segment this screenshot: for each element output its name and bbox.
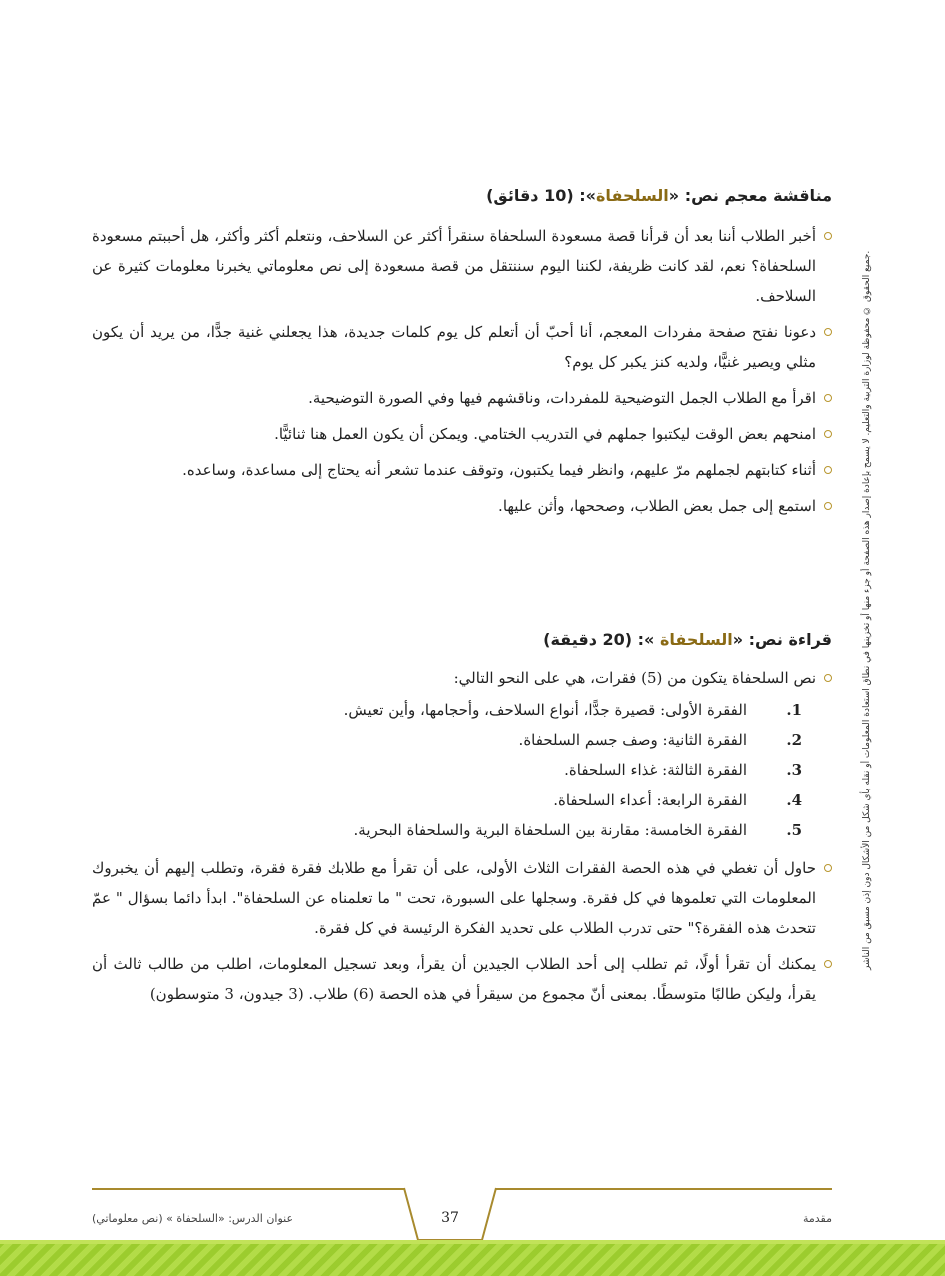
title-keyword: السلحفاة bbox=[659, 630, 733, 649]
decorative-band bbox=[0, 1240, 945, 1276]
list-item: نص السلحفاة يتكون من (5) فقرات، هي على النحو التالي: bbox=[92, 663, 832, 693]
bullet-icon bbox=[824, 960, 832, 968]
list-item: أخبر الطلاب أننا بعد أن قرأنا قصة مسعودة السلحفاة سنقرأ أكثر عن السلاحف، ونتعلم أكثر وأكثر، هل أحببتم مسعودة السلحفاة؟ نعم، لقد كانت ظريفة، لكننا اليوم سننتقل من قصة مسعودة إلى نص معلوماتي يخبرنا معلومات كثيرة عن السلاحف. bbox=[92, 221, 832, 311]
copyright-side-note: جميع الحقوق © محفوظة لوزارة التربية والتعليم. لا يسمح بإعادة إصدار هذه الصفحة أو جزء منها أو تخزينها في نطاق استعادة المعلومات أو نقله بأي شكل من الأشكال دون إذن مسبق من الناشر. bbox=[862, 250, 872, 970]
bullet-icon bbox=[824, 394, 832, 402]
bullet-icon bbox=[824, 864, 832, 872]
section-title-vocabulary: مناقشة معجم نص: «السلحفاة»: (10 دقائق) bbox=[486, 186, 832, 205]
bullet-icon bbox=[824, 430, 832, 438]
list-item: استمع إلى جمل بعض الطلاب، وصححها، وأثن عليها. bbox=[92, 491, 832, 521]
decorative-band-edge bbox=[0, 1240, 945, 1244]
section-reading bbox=[92, 630, 832, 1015]
numbered-item: 5.الفقرة الخامسة: مقارنة بين السلحفاة البرية والسلحفاة البحرية. bbox=[353, 821, 802, 839]
numbered-item: 1.الفقرة الأولى: قصيرة جدًّا، أنواع السلاحف، وأحجامها، وأين تعيش. bbox=[343, 701, 802, 719]
section-vocabulary bbox=[92, 186, 832, 527]
bullet-icon bbox=[824, 232, 832, 240]
bullet-icon bbox=[824, 466, 832, 474]
bullet-icon bbox=[824, 674, 832, 682]
list-item: أثناء كتابتهم لجملهم مرّ عليهم، وانظر فيما يكتبون، وتوقف عندما تشعر أنه يحتاج إلى مساعدة، وساعده. bbox=[92, 455, 832, 485]
paragraph-list bbox=[92, 695, 832, 845]
footer-section-label: مقدمة bbox=[802, 1212, 832, 1225]
list-item: يمكنك أن تقرأ أولًا، ثم تطلب إلى أحد الطلاب الجيدين أن يقرأ، وبعد تسجيل المعلومات، اطلب من طالب ثالث أن يقرأ، وليكن طالبًا متوسطًا. بمعنى أنّ مجموع من سيقرأ في هذه الحصة (6) طلاب. (3 جيدون، 3 متوسطون) bbox=[92, 949, 832, 1009]
list-item: دعونا نفتح صفحة مفردات المعجم، أنا أحبّ أن أتعلم كل يوم كلمات جديدة، هذا يجعلني غنية جدًّا، من يريد أن يكون مثلي ويصير غنيًّا، ولديه كنز يكبر كل يوم؟ bbox=[92, 317, 832, 377]
title-keyword: السلحفاة bbox=[595, 186, 669, 205]
bullet-icon bbox=[824, 328, 832, 336]
bullet-icon bbox=[824, 502, 832, 510]
list-item: حاول أن تغطي في هذه الحصة الفقرات الثلاث الأولى، على أن تقرأ مع طلابك فقرة فقرة، وتطلب إليهم أن يخبروك المعلومات التي تعلموها في كل فقرة. وسجلها على السبورة، تحت " ما تعلمناه عن السلحفاة". ابدأ دائما بسؤال " عمّ تتحدث هذه الفقرة؟" حتى تدرب الطلاب على تحديد الفكرة الرئيسة في كل فقرة. bbox=[92, 853, 832, 943]
section-title-reading: قراءة نص: «السلحفاة »: (20 دقيقة) bbox=[543, 630, 832, 649]
list-item: اقرأ مع الطلاب الجمل التوضيحية للمفردات، وناقشهم فيها وفي الصورة التوضيحية. bbox=[92, 383, 832, 413]
numbered-item: 4.الفقرة الرابعة: أعداء السلحفاة. bbox=[553, 791, 802, 809]
page-number: 37 bbox=[441, 1210, 459, 1226]
list-item: امنحهم بعض الوقت ليكتبوا جملهم في التدريب الختامي. ويمكن أن يكون العمل هنا ثنائيًّا. bbox=[92, 419, 832, 449]
footer-lesson-title: عنوان الدرس: «السلحفاة » (نص معلوماتي) bbox=[92, 1212, 294, 1225]
numbered-item: 2.الفقرة الثانية: وصف جسم السلحفاة. bbox=[518, 731, 802, 749]
numbered-item: 3.الفقرة الثالثة: غذاء السلحفاة. bbox=[564, 761, 802, 779]
